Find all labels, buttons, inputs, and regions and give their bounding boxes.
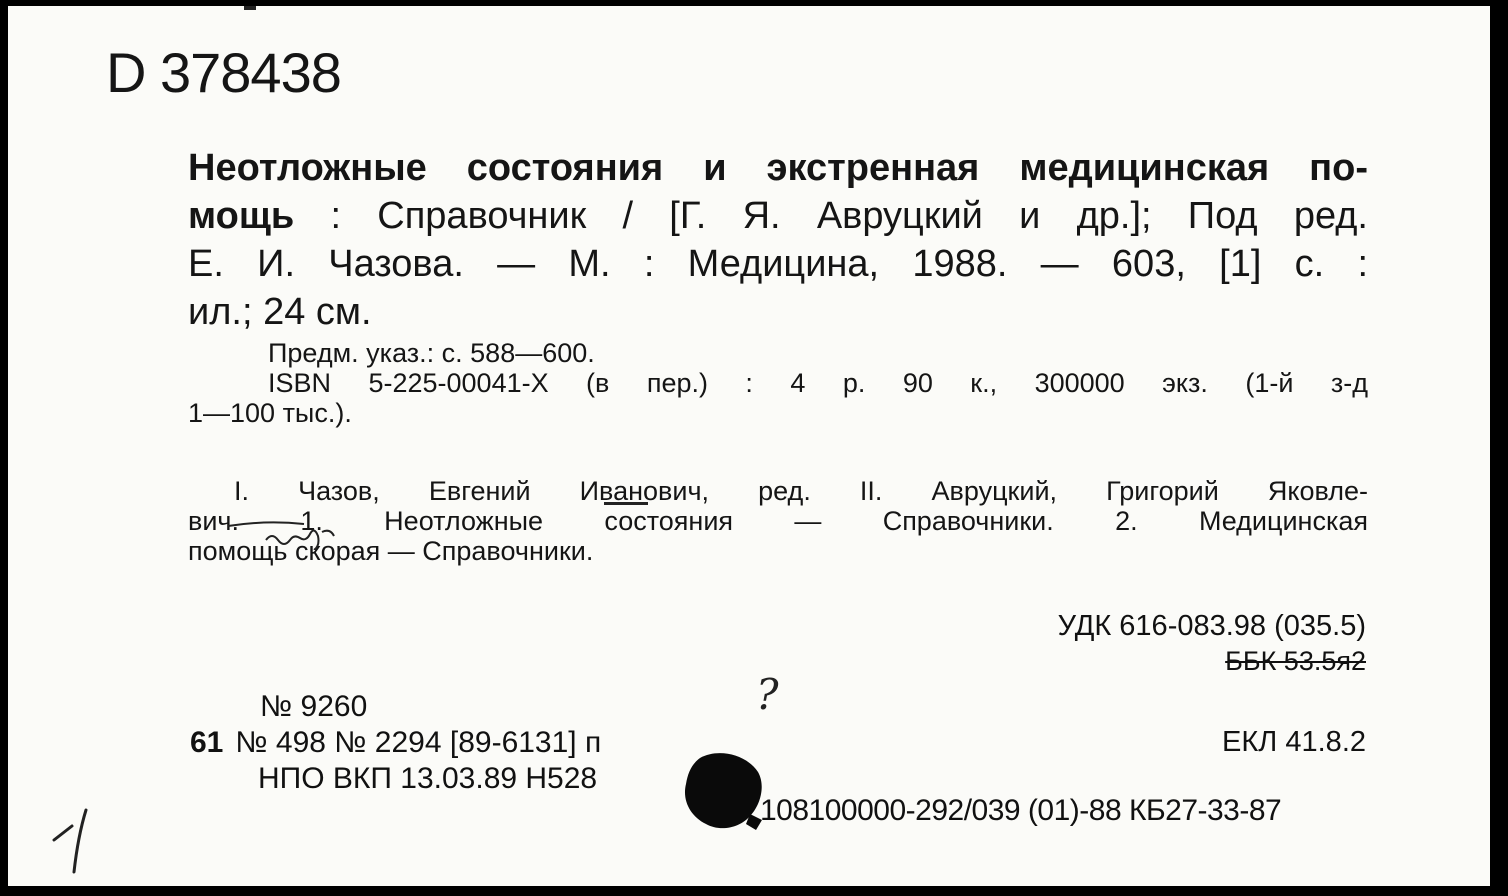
handwritten-question-mark: ?: [756, 670, 779, 719]
tracing-line-2: вич. 1. Неотложные состояния — Справочники. 2. Медицинская: [188, 506, 1368, 536]
isbn-line-2: 1—100 тыс.).: [188, 398, 352, 428]
notes: [188, 338, 1368, 428]
title-line-2-bold: мощь: [188, 195, 295, 237]
tracing-line-1: I. Чазов, Евгений Иванович, ред. II. Авруцкий, Григорий Яковле-: [234, 476, 1368, 506]
inventory-number: № 9260: [260, 690, 368, 723]
npo-line: НПО ВКП 13.03.89 Н528: [258, 762, 598, 795]
order-text: № 498 № 2294 [89-6131] п: [235, 726, 602, 759]
scribble-icon: [226, 518, 376, 550]
isbn-line-1: ISBN 5-225-00041-X (в пер.) : 4 р. 90 к., 300000 экз. (1-й з-д: [268, 368, 1368, 398]
title-line-2: [188, 192, 1368, 240]
physical-description-line: ил.; 24 см.: [188, 291, 372, 333]
udk-code: УДК 616-083.98 (035.5): [1057, 610, 1366, 642]
order-line: [190, 726, 601, 760]
classification-codes: 108100000-292/039 (01)-88 КБ27-33-87: [760, 794, 1282, 827]
edge-mark: [244, 6, 256, 10]
order-prefix: 61: [190, 726, 224, 759]
catalog-number: D 378438: [106, 41, 341, 104]
handwritten-one-icon: [48, 806, 98, 876]
ink-blot-icon: [680, 750, 764, 830]
index-note: Предм. указ.: с. 588—600.: [268, 338, 595, 368]
bbk-code: ББК 53.5я2: [1225, 646, 1366, 676]
catalog-card: [8, 6, 1490, 886]
title-line-2-rest: : Справочник / [Г. Я. Авруцкий и др.]; Под ред.: [294, 195, 1368, 237]
title-line-1: Неотложные состояния и экстренная медицинская по-: [188, 147, 1368, 189]
tracing-line-3: помощь скорая — Справочники.: [188, 536, 594, 566]
ekl-code: ЕКЛ 41.8.2: [1222, 726, 1366, 758]
main-entry: [188, 144, 1368, 336]
imprint-line: Е. И. Чазова. — М. : Медицина, 1988. — 603, [1] с. :: [188, 243, 1368, 285]
